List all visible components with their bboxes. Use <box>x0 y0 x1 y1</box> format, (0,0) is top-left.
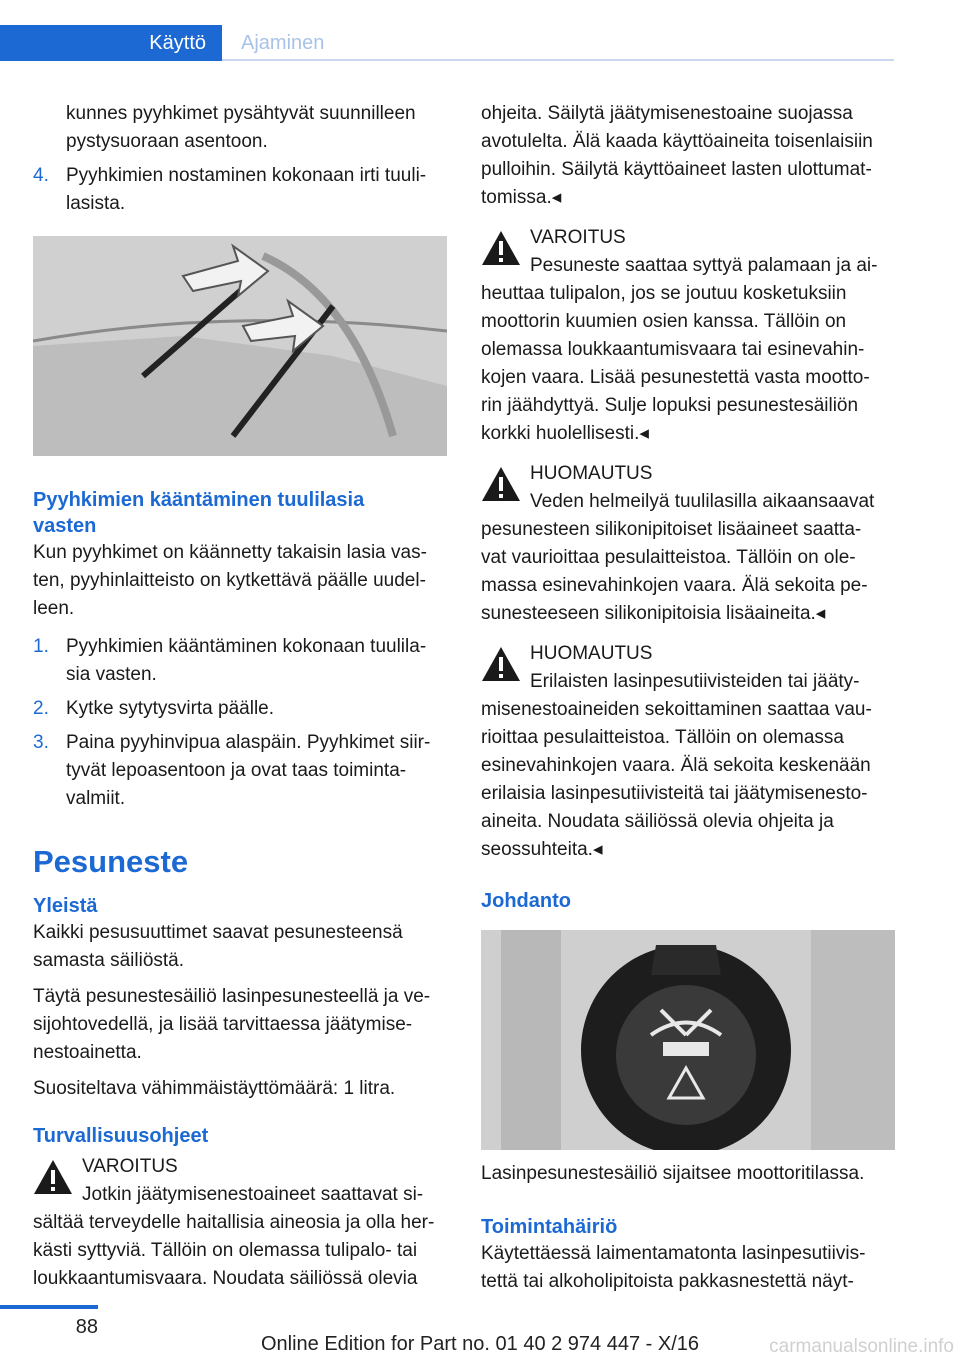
warning-box: VAROITUS Jotkin jäätymisenestoaineet saattavat si- sältää terveydelle haitallisia aineosia ja olla her- kästi syttyviä. Tällöin on olemassa tulipalo- tai loukkaantumisvaara. Noudata säiliössä olevia <box>33 1156 435 1289</box>
list-item: 1. Pyyhkimien kääntäminen kokonaan tuulila- sia vasten. <box>33 636 427 685</box>
wiper-photo <box>33 236 447 456</box>
general-p2: Täytä pesunestesäiliö lasinpesunesteellä ja ve- sijohtovedellä, ja lisää tarvittaessa jäätymise- nestoainetta. <box>33 986 431 1063</box>
notice-triangle-icon <box>481 466 521 502</box>
page-number: 88 <box>75 1316 98 1338</box>
list-item: 3. Paina pyyhinvipua alaspäin. Pyyhkimet siir- tyvät lepoasentoon ja ovat taas toiminta- valmiit. <box>33 732 431 809</box>
heading-safety: Turvallisuusohjeet <box>33 1125 209 1147</box>
warning-box: VAROITUS Pesuneste saattaa syttyä palamaan ja ai- heuttaa tulipalon, jos se joutuu kosketuksiin moottorin kuumien osien kanssa. Tällöin on olemassa loukkaantumisvaara tai esinevahin- kojen vaara. Lisää pesunestettä vasta mootto- rin jäähdyttyä. Sulje lopuksi pesunestesäiliön korkki huolellisesti.◂ <box>481 227 878 444</box>
heading-pesuneste: Pesuneste <box>33 844 189 879</box>
right-column <box>481 100 899 1296</box>
heading-yleista: Yleistä <box>33 895 98 917</box>
continued-text: ohjeita. Säilytä jäätymisenestoaine suojassa avotulelta. Älä kaada käyttöaineita toisenlaisiin pulloihin. Säilytä käyttöaineet lasten ulottumat- tomissa.◂ <box>481 103 873 208</box>
heading-johdanto: Johdanto <box>481 890 571 912</box>
tab-ajaminen[interactable]: Ajaminen <box>222 25 894 61</box>
turning-text: Kun pyyhkimet on käännetty takaisin lasia vas- ten, pyyhinlaitteisto on kytkettävä päälle uudel- leen. <box>33 542 427 619</box>
list-item: 4. Pyyhkimien nostaminen kokonaan irti tuuli- lasista. <box>33 165 427 214</box>
continued-text: kunnes pyyhkimet pysähtyvät suunnilleen pystysuoraan asentoon. <box>66 103 416 152</box>
header-tabs <box>0 25 894 61</box>
edition-text: Online Edition for Part no. 01 40 2 974 447 - X/16 <box>260 1333 700 1355</box>
tab-kaytto[interactable]: Käyttö <box>0 25 222 61</box>
list-item: 2. Kytke sytytysvirta päälle. <box>33 698 275 719</box>
heading-turning: Pyyhkimien kääntäminen tuulilasia vasten <box>33 489 365 537</box>
warning-triangle-icon <box>481 230 521 266</box>
general-p1: Kaikki pesusuuttimet saavat pesunesteensä samasta säiliöstä. <box>33 922 403 971</box>
heading-toimintahairio: Toimintahäiriö <box>481 1216 618 1238</box>
notice-box: HUOMAUTUS Erilaisten lasinpesutiivisteiden tai jääty- misenestoaineiden sekoittaminen saattaa vau- rioittaa pesulaitteistoa. Tällöin on olemassa esinevahinkojen vaara. Älä sekoita keskenään erilaisia lasinpesutiivisteitä tai jäätymisenesto- aineita. Noudata säiliössä olevia ohjeita ja seossuhteita.◂ <box>481 643 872 860</box>
fault-text: Käytettäessä laimentamatonta lasinpesutiivis- tettä tai alkoholipitoista pakkasnestettä näyt- <box>481 1243 866 1292</box>
general-p3: Suositeltava vähimmäistäyttömäärä: 1 litra. <box>33 1078 396 1099</box>
watermark: carmanualsonline.info <box>769 1336 954 1357</box>
notice-box: HUOMAUTUS Veden helmeilyä tuulilasilla aikaansaavat pesunesteen silikonipitoiset lisäaineet saatta- vat vaurioittaa pesulaitteistoa. Tällöin on ole- massa esinevahinkojen vaara. Älä sekoita pe- sunesteeseen silikonipitoisia lisäaineita.◂ <box>481 463 875 624</box>
footer-accent-line <box>0 1305 98 1309</box>
notice-triangle-icon <box>481 646 521 682</box>
left-column <box>33 100 447 1293</box>
warning-triangle-icon <box>33 1159 73 1195</box>
photo-caption: Lasinpesunestesäiliö sijaitsee moottoritilassa. <box>481 1163 865 1184</box>
header-rule <box>222 59 894 61</box>
reservoir-photo <box>481 930 895 1150</box>
